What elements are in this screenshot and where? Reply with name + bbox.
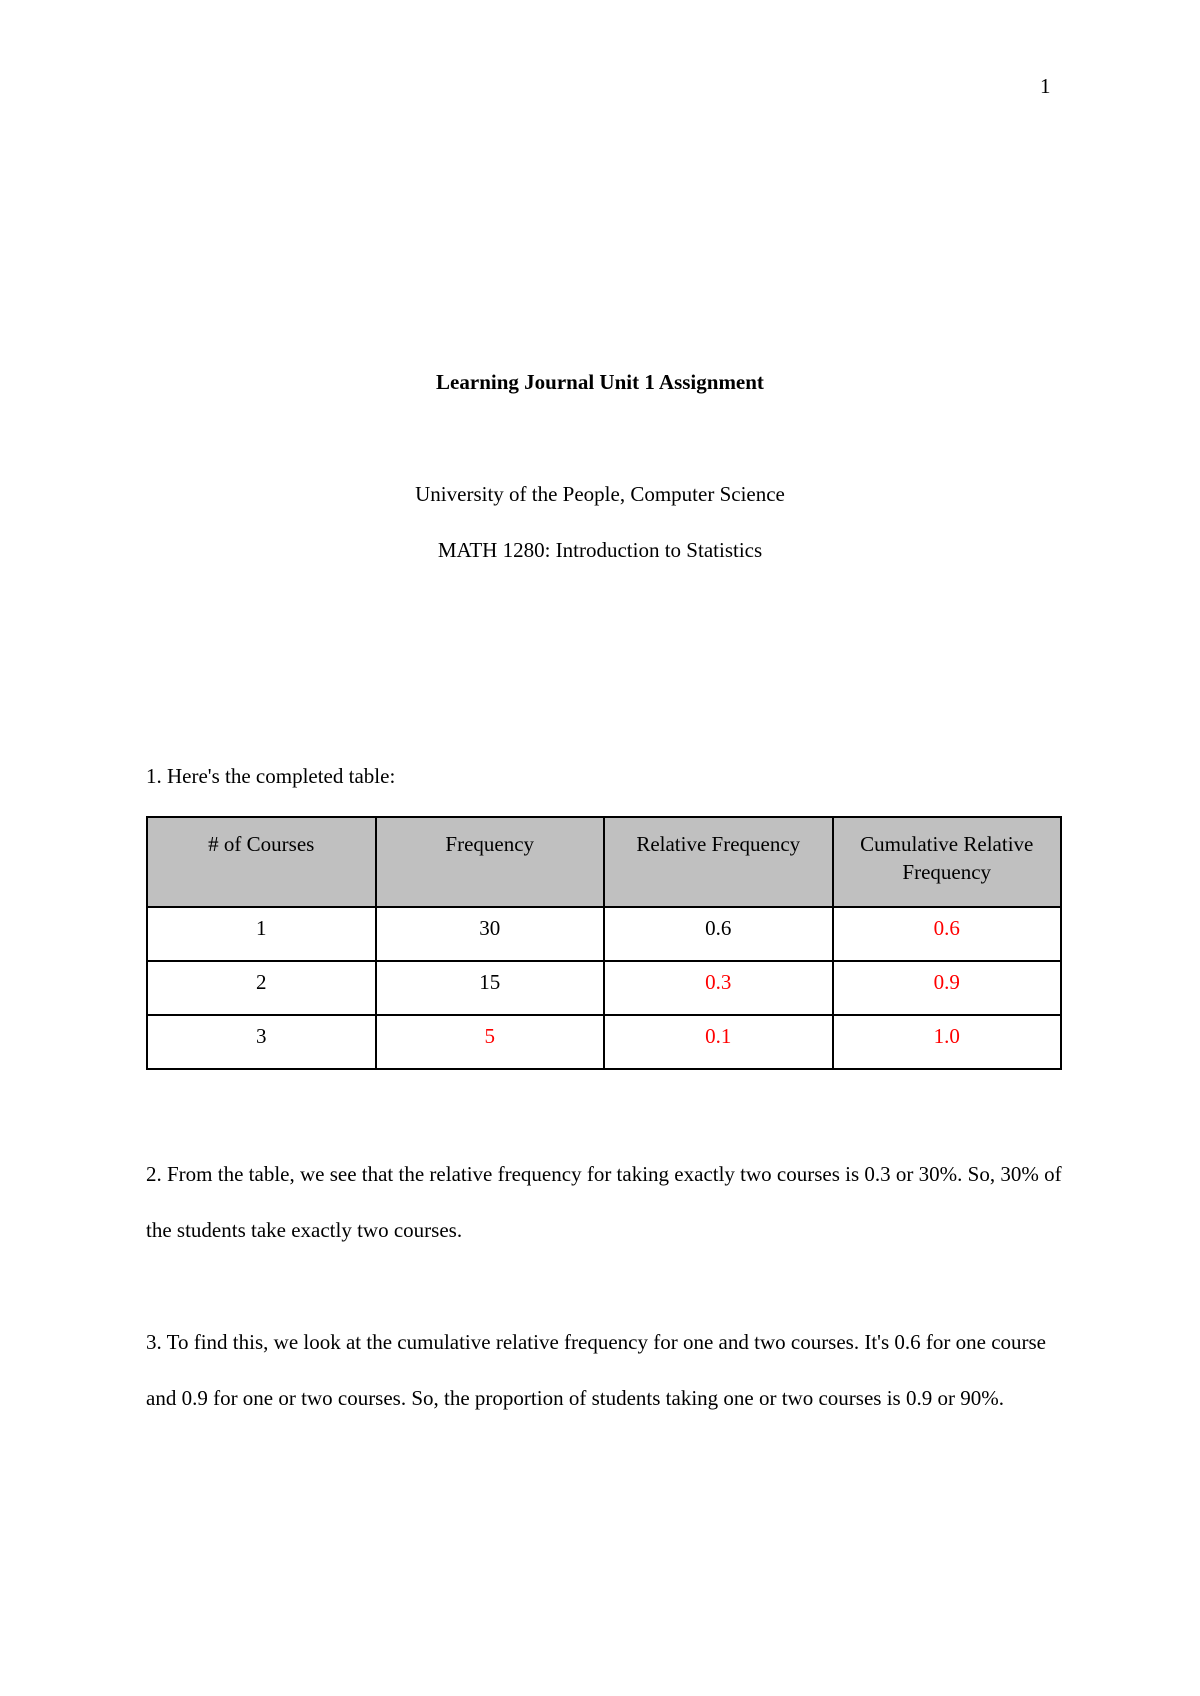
table-cell: 0.3 bbox=[604, 961, 833, 1015]
table-row bbox=[147, 907, 1061, 961]
frequency-table bbox=[146, 816, 1062, 1070]
question-1-intro: 1. Here's the completed table: bbox=[146, 764, 396, 788]
column-header-frequency: Frequency bbox=[376, 817, 605, 907]
question-3-answer: 3. To find this, we look at the cumulative relative frequency for one and two courses. It's 0.6 for one course and 0.9 for one or two courses. So, the proportion of students taking one or two courses is 0.9 or 90%. bbox=[146, 1330, 1046, 1410]
table-cell: 2 bbox=[147, 961, 376, 1015]
table-cell: 0.1 bbox=[604, 1015, 833, 1069]
question-2-answer: 2. From the table, we see that the relative frequency for taking exactly two courses is 0.3 or 30%. So, 30% of the students take exactly two courses. bbox=[146, 1162, 1062, 1242]
course-name: MATH 1280: Introduction to Statistics bbox=[437, 538, 763, 562]
table-cell: 1.0 bbox=[833, 1015, 1062, 1069]
table-cell: 5 bbox=[376, 1015, 605, 1069]
table-cell: 0.9 bbox=[833, 961, 1062, 1015]
table-row bbox=[147, 961, 1061, 1015]
table-header-row bbox=[147, 817, 1061, 907]
table-cell: 1 bbox=[147, 907, 376, 961]
column-header-relative-frequency: Relative Frequency bbox=[604, 817, 833, 907]
table-cell: 15 bbox=[376, 961, 605, 1015]
column-header-cumulative-relative-frequency: Cumulative Relative Frequency bbox=[833, 817, 1062, 907]
column-header-courses: # of Courses bbox=[147, 817, 376, 907]
affiliation: University of the People, Computer Science bbox=[415, 482, 785, 506]
document-title: Learning Journal Unit 1 Assignment bbox=[436, 370, 764, 394]
table-cell: 0.6 bbox=[833, 907, 1062, 961]
table-cell: 3 bbox=[147, 1015, 376, 1069]
page-number: 1 bbox=[1040, 74, 1051, 98]
table-cell: 0.6 bbox=[604, 907, 833, 961]
table-cell: 30 bbox=[376, 907, 605, 961]
table-row bbox=[147, 1015, 1061, 1069]
